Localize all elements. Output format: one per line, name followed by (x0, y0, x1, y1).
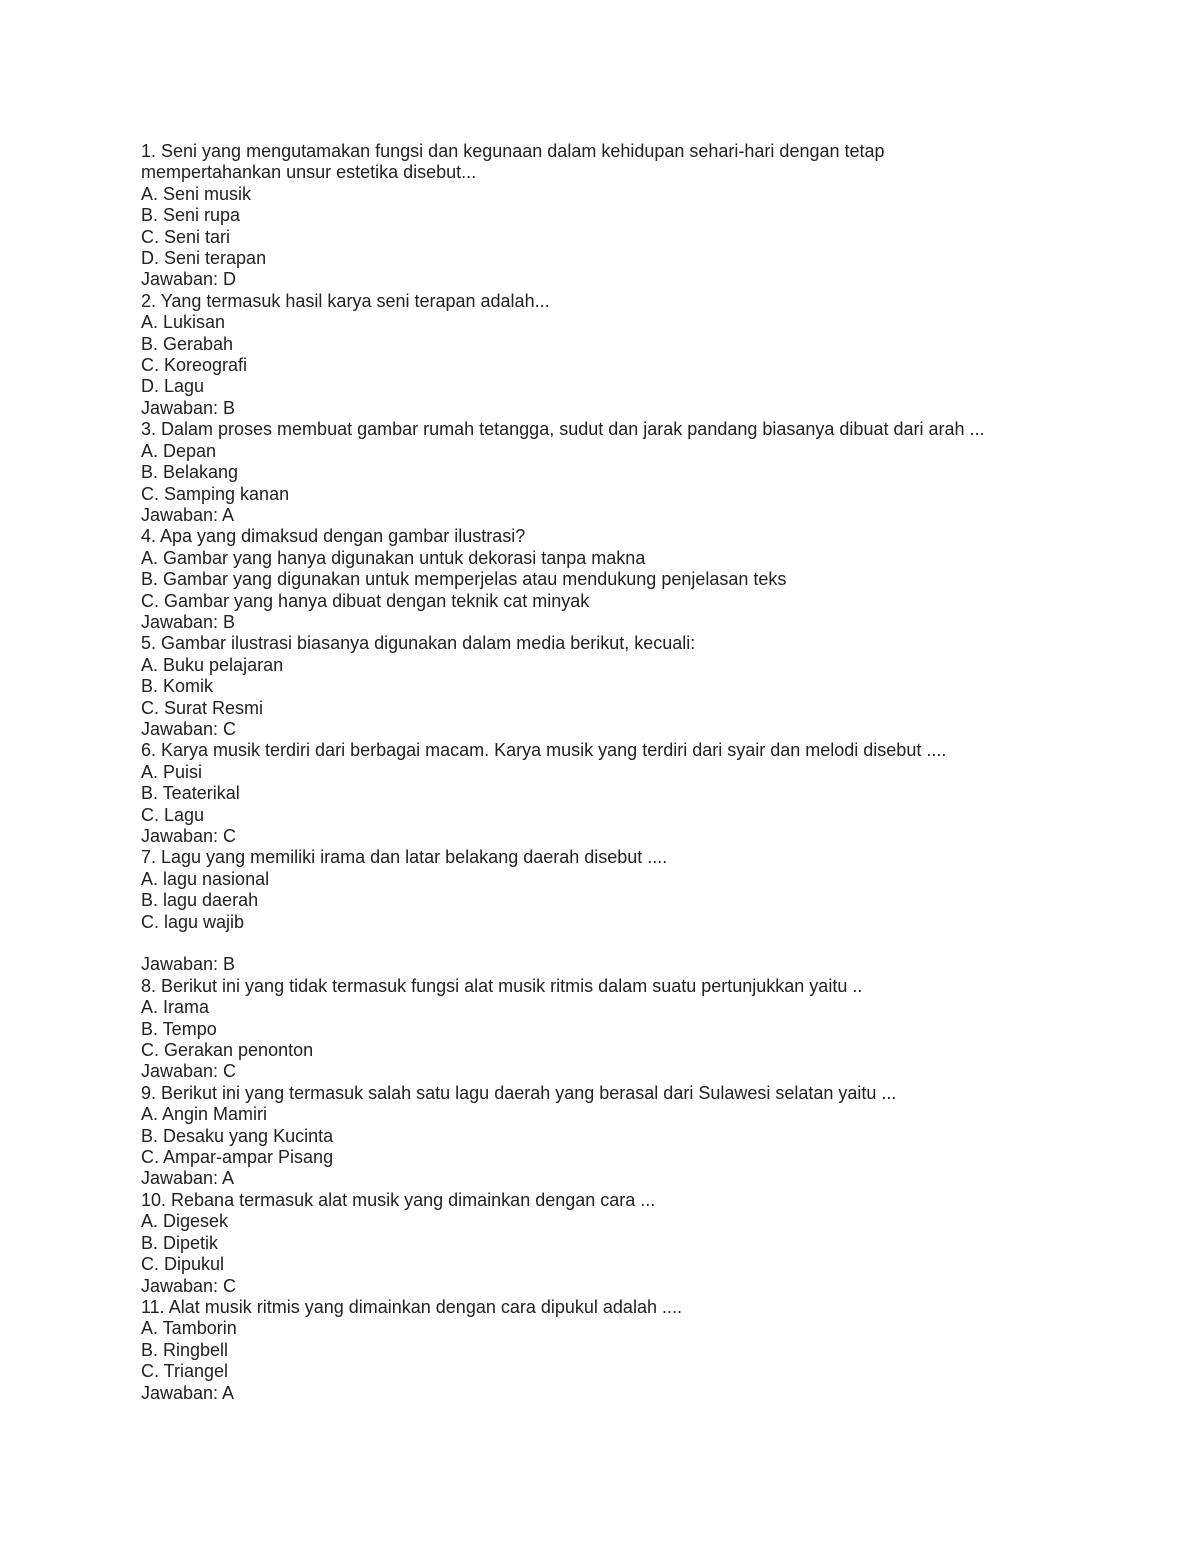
answer-option: C. Lagu (141, 804, 205, 825)
answer-option: A. Tamborin (141, 1318, 237, 1339)
answer-option: B. Desaku yang Kucinta (141, 1125, 334, 1146)
answer-key: Jawaban: B (141, 611, 236, 632)
question-block (141, 141, 1061, 291)
answer-option: A. Seni musik (141, 183, 252, 204)
answer-option: A. Gambar yang hanya digunakan untuk dekorasi tanpa makna (141, 547, 646, 568)
blank-line (141, 933, 1061, 954)
answer-option: A. Depan (141, 440, 217, 461)
answer-option: C. Gambar yang hanya dibuat dengan teknik cat minyak (141, 590, 590, 611)
question-block (141, 1190, 1061, 1297)
answer-option: C. lagu wajib (141, 911, 245, 932)
question-text: 2. Yang termasuk hasil karya seni terapan adalah... (141, 290, 550, 311)
answer-option: C. Koreografi (141, 355, 248, 376)
answer-option: B. Tempo (141, 1018, 217, 1039)
answer-key: Jawaban: A (141, 504, 235, 525)
answer-option: A. Puisi (141, 761, 203, 782)
answer-option: B. lagu daerah (141, 890, 259, 911)
question-block (141, 291, 1061, 419)
question-text: mempertahankan unsur estetika disebut... (141, 162, 477, 183)
answer-option: A. Angin Mamiri (141, 1104, 268, 1125)
answer-key: Jawaban: C (141, 826, 237, 846)
answer-key: Jawaban: C (141, 1061, 237, 1082)
answer-key: Jawaban: B (141, 954, 236, 975)
answer-option: B. Gambar yang digunakan untuk memperjelas atau mendukung penjelasan teks (141, 569, 787, 590)
answer-option: B. Ringbell (141, 1339, 229, 1360)
question-text: 7. Lagu yang memiliki irama dan latar belakang daerah disebut .... (141, 847, 668, 868)
answer-option: D. Lagu (141, 376, 205, 397)
answer-option: A. Digesek (141, 1211, 229, 1232)
question-text: 10. Rebana termasuk alat musik yang dimainkan dengan cara ... (141, 1189, 656, 1210)
question-block (141, 633, 1061, 740)
answer-option: C. Surat Resmi (141, 697, 264, 718)
quiz-content (141, 141, 1061, 1404)
answer-key: Jawaban: C (141, 718, 237, 739)
answer-key: Jawaban: A (141, 1168, 235, 1189)
answer-option: B. Dipetik (141, 1232, 219, 1253)
question-text: 9. Berikut ini yang termasuk salah satu lagu daerah yang berasal dari Sulawesi selatan yaitu ... (141, 1082, 897, 1103)
answer-key: Jawaban: D (141, 269, 237, 290)
answer-option: C. Gerakan penonton (141, 1040, 314, 1061)
answer-option: A. lagu nasional (141, 868, 270, 889)
answer-option: A. Irama (141, 997, 210, 1018)
question-text: 8. Berikut ini yang tidak termasuk fungsi alat musik ritmis dalam suatu pertunjukkan yaitu .. (141, 975, 863, 996)
answer-option: B. Belakang (141, 462, 239, 483)
question-block (141, 1297, 1061, 1404)
question-block (141, 976, 1061, 1083)
question-text: 1. Seni yang mengutamakan fungsi dan kegunaan dalam kehidupan sehari-hari dengan tetap (141, 141, 885, 161)
question-text: 11. Alat musik ritmis yang dimainkan dengan cara dipukul adalah .... (141, 1296, 682, 1317)
question-text: 4. Apa yang dimaksud dengan gambar ilustrasi? (141, 526, 526, 547)
answer-key: Jawaban: C (141, 1275, 237, 1296)
answer-option: B. Seni rupa (141, 205, 241, 226)
answer-key: Jawaban: A (141, 1382, 235, 1403)
answer-option: A. Lukisan (141, 312, 226, 333)
question-text: 6. Karya musik terdiri dari berbagai macam. Karya musik yang terdiri dari syair dan melodi disebut .... (141, 740, 947, 761)
answer-option: C. Ampar-ampar Pisang (141, 1147, 334, 1168)
question-block (141, 419, 1061, 526)
answer-option: C. Seni tari (141, 226, 231, 247)
answer-option: C. Triangel (141, 1361, 229, 1382)
answer-option: D. Seni terapan (141, 248, 267, 269)
question-text: 5. Gambar ilustrasi biasanya digunakan dalam media berikut, kecuali: (141, 633, 696, 654)
answer-option: C. Samping kanan (141, 483, 290, 504)
question-block (141, 1083, 1061, 1190)
answer-option: B. Teaterikal (141, 783, 240, 804)
answer-key: Jawaban: B (141, 397, 236, 418)
question-block (141, 526, 1061, 633)
question-text: 3. Dalam proses membuat gambar rumah tetangga, sudut dan jarak pandang biasanya dibuat dari arah ... (141, 419, 985, 440)
question-block (141, 740, 1061, 847)
answer-option: C. Dipukul (141, 1254, 225, 1275)
answer-option: B. Gerabah (141, 333, 234, 354)
answer-option: B. Komik (141, 676, 214, 697)
question-block (141, 847, 1061, 975)
answer-option: A. Buku pelajaran (141, 654, 284, 675)
